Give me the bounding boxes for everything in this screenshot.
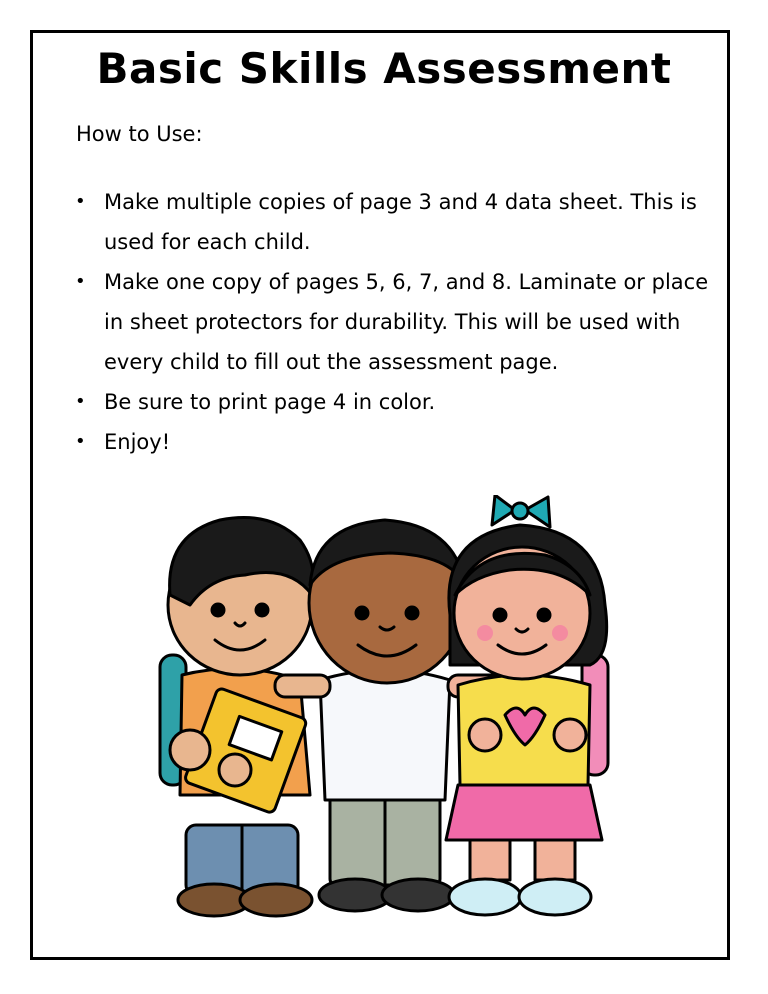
instructions-list xyxy=(70,182,720,462)
instruction-text: Be sure to print page 4 in color. xyxy=(104,390,436,414)
white-shirt xyxy=(320,670,450,800)
instruction-text: Make multiple copies of page 3 and 4 data sheet. This is used for each child. xyxy=(104,190,697,254)
bullet-icon: • xyxy=(75,391,86,412)
boy-left-figure xyxy=(160,518,314,917)
instruction-text: Enjoy! xyxy=(104,430,171,454)
list-item xyxy=(70,382,720,422)
list-item xyxy=(70,422,720,462)
page-title: Basic Skills Assessment xyxy=(96,44,672,93)
bullet-icon: • xyxy=(75,431,86,452)
girl-right-figure xyxy=(446,495,608,915)
bullet-icon: • xyxy=(75,191,86,212)
list-item xyxy=(70,182,720,262)
list-item xyxy=(70,262,720,382)
three-children-illustration xyxy=(150,495,620,935)
bullet-icon: • xyxy=(75,271,86,292)
hair-bow-icon xyxy=(492,495,550,527)
how-to-use-heading: How to Use: xyxy=(76,122,203,146)
pink-skirt xyxy=(446,785,602,840)
instruction-text: Make one copy of pages 5, 6, 7, and 8. Laminate or place in sheet protectors for durability. This will be used with every child to fill out the assessment page. xyxy=(104,270,709,374)
